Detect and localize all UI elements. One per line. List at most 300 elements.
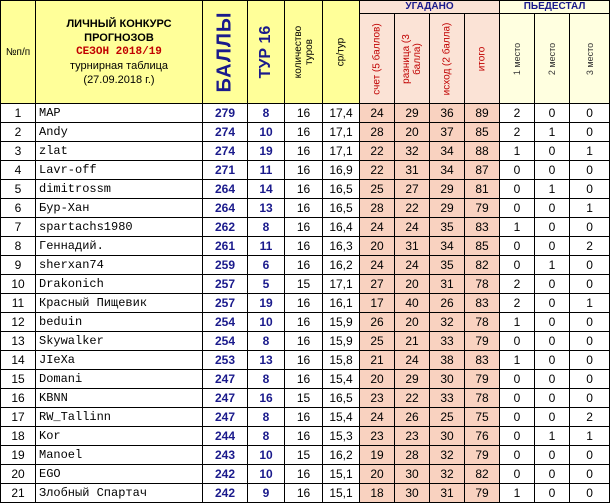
row-number: 10 xyxy=(1,275,36,294)
row-number: 6 xyxy=(1,199,36,218)
exact-cell: 22 xyxy=(360,161,395,180)
table-row xyxy=(1,199,610,218)
second-place-cell: 0 xyxy=(535,313,570,332)
tour-points-cell: 11 xyxy=(248,161,285,180)
row-number: 3 xyxy=(1,142,36,161)
subtitle: турнирная таблица xyxy=(69,60,169,72)
diff-cell: 27 xyxy=(395,180,430,199)
exact-cell: 18 xyxy=(360,484,395,503)
player-name: MAP xyxy=(36,104,203,123)
total-cell: 79 xyxy=(465,484,500,503)
first-place-cell: 2 xyxy=(500,275,535,294)
tour-count-cell: 16 xyxy=(285,465,323,484)
outcome-cell: 32 xyxy=(430,446,465,465)
tour-count-cell: 16 xyxy=(285,408,323,427)
score-cell: 279 xyxy=(203,104,248,123)
score-cell: 257 xyxy=(203,275,248,294)
first-place-cell: 0 xyxy=(500,408,535,427)
tour-points-cell: 14 xyxy=(248,180,285,199)
tour-count-cell: 16 xyxy=(285,427,323,446)
avg-cell: 17,1 xyxy=(323,142,360,161)
tour-points-cell: 11 xyxy=(248,237,285,256)
player-name: zlat xyxy=(36,142,203,161)
guessed-group-header: УГАДАНО xyxy=(360,1,500,14)
score-cell: 264 xyxy=(203,180,248,199)
score-cell: 243 xyxy=(203,446,248,465)
third-place-cell: 0 xyxy=(570,313,610,332)
diff-cell: 31 xyxy=(395,237,430,256)
player-name: spartachs1980 xyxy=(36,218,203,237)
score-cell: 244 xyxy=(203,427,248,446)
tour-points-cell: 19 xyxy=(248,142,285,161)
tour-points-cell: 8 xyxy=(248,370,285,389)
score-cell: 274 xyxy=(203,142,248,161)
first-place-cell: 1 xyxy=(500,142,535,161)
diff-cell: 30 xyxy=(395,484,430,503)
player-name: Красный Пищевик xyxy=(36,294,203,313)
third-place-cell: 0 xyxy=(570,256,610,275)
row-number: 14 xyxy=(1,351,36,370)
third-place-cell: 0 xyxy=(570,332,610,351)
avg-cell: 16,9 xyxy=(323,161,360,180)
score-cell: 253 xyxy=(203,351,248,370)
row-number: 16 xyxy=(1,389,36,408)
exact-cell: 28 xyxy=(360,123,395,142)
score-cell: 254 xyxy=(203,313,248,332)
table-row xyxy=(1,332,610,351)
outcome-cell: 35 xyxy=(430,256,465,275)
player-name: Manoel xyxy=(36,446,203,465)
first-place-cell: 0 xyxy=(500,237,535,256)
second-place-cell: 0 xyxy=(535,370,570,389)
row-number: 12 xyxy=(1,313,36,332)
first-place-cell: 0 xyxy=(500,370,535,389)
total-cell: 81 xyxy=(465,180,500,199)
total-cell: 87 xyxy=(465,161,500,180)
outcome-cell: 26 xyxy=(430,294,465,313)
outcome-cell: 31 xyxy=(430,484,465,503)
table-row xyxy=(1,161,610,180)
second-place-cell: 0 xyxy=(535,237,570,256)
second-place-cell: 0 xyxy=(535,294,570,313)
total-cell: 83 xyxy=(465,218,500,237)
outcome-cell: 30 xyxy=(430,370,465,389)
outcome-header: исход (2 балла) xyxy=(430,14,465,104)
third-place-cell: 2 xyxy=(570,408,610,427)
tour-points-cell: 10 xyxy=(248,313,285,332)
player-name: Бур-Хан xyxy=(36,199,203,218)
score-cell: 261 xyxy=(203,237,248,256)
table-row xyxy=(1,484,610,503)
outcome-cell: 35 xyxy=(430,218,465,237)
total-cell: 82 xyxy=(465,256,500,275)
exact-cell: 27 xyxy=(360,275,395,294)
third-place-cell: 1 xyxy=(570,427,610,446)
avg-cell: 16,4 xyxy=(323,218,360,237)
row-number: 13 xyxy=(1,332,36,351)
second-place-cell: 0 xyxy=(535,465,570,484)
table-row xyxy=(1,446,610,465)
second-place-cell: 0 xyxy=(535,142,570,161)
avg-cell: 15,9 xyxy=(323,313,360,332)
tour-count-cell: 15 xyxy=(285,446,323,465)
table-row xyxy=(1,465,610,484)
second-place-cell: 0 xyxy=(535,351,570,370)
player-name: Domani xyxy=(36,370,203,389)
exact-cell: 20 xyxy=(360,465,395,484)
score-cell: 242 xyxy=(203,484,248,503)
tour-count-cell: 16 xyxy=(285,332,323,351)
total-cell: 78 xyxy=(465,275,500,294)
diff-cell: 32 xyxy=(395,142,430,161)
outcome-cell: 30 xyxy=(430,427,465,446)
player-name: sherxan74 xyxy=(36,256,203,275)
tour-count-cell: 16 xyxy=(285,199,323,218)
diff-cell: 40 xyxy=(395,294,430,313)
third-place-cell: 0 xyxy=(570,370,610,389)
third-place-cell: 1 xyxy=(570,199,610,218)
row-number: 9 xyxy=(1,256,36,275)
third-place-cell: 1 xyxy=(570,294,610,313)
second-place-cell: 0 xyxy=(535,104,570,123)
table-row xyxy=(1,389,610,408)
total-cell: 78 xyxy=(465,389,500,408)
tour-points-cell: 8 xyxy=(248,408,285,427)
row-number: 21 xyxy=(1,484,36,503)
tour-points-cell: 5 xyxy=(248,275,285,294)
outcome-cell: 29 xyxy=(430,199,465,218)
total-cell: 83 xyxy=(465,294,500,313)
first-place-cell: 0 xyxy=(500,161,535,180)
title-line1: ЛИЧНЫЙ КОНКУРС xyxy=(66,18,172,30)
score-cell: 274 xyxy=(203,123,248,142)
diff-cell: 21 xyxy=(395,332,430,351)
tour-count-cell: 16 xyxy=(285,161,323,180)
tour-points-cell: 19 xyxy=(248,294,285,313)
avg-cell: 15,8 xyxy=(323,351,360,370)
outcome-cell: 29 xyxy=(430,180,465,199)
table-row xyxy=(1,427,610,446)
table-row xyxy=(1,123,610,142)
tour-count-cell: 16 xyxy=(285,256,323,275)
total-header: итого xyxy=(465,14,500,104)
table-row xyxy=(1,370,610,389)
first-place-cell: 0 xyxy=(500,180,535,199)
table-row xyxy=(1,275,610,294)
diff-cell: 23 xyxy=(395,427,430,446)
exact-cell: 24 xyxy=(360,104,395,123)
outcome-cell: 34 xyxy=(430,161,465,180)
podium-group-header: ПЬЕДЕСТАЛ xyxy=(500,1,610,14)
row-number: 2 xyxy=(1,123,36,142)
row-number: 4 xyxy=(1,161,36,180)
player-name: RW_Tallinn xyxy=(36,408,203,427)
tour-count-header: количество туров xyxy=(285,1,323,104)
exact-cell: 24 xyxy=(360,408,395,427)
third-place-cell: 0 xyxy=(570,161,610,180)
first-place-cell: 1 xyxy=(500,484,535,503)
table-row xyxy=(1,408,610,427)
tour-points-cell: 10 xyxy=(248,123,285,142)
diff-cell: 20 xyxy=(395,313,430,332)
third-place-cell: 0 xyxy=(570,123,610,142)
first-place-cell: 0 xyxy=(500,427,535,446)
first-place-cell: 2 xyxy=(500,123,535,142)
exact-cell: 23 xyxy=(360,427,395,446)
avg-cell: 15,4 xyxy=(323,408,360,427)
third-place-cell: 0 xyxy=(570,218,610,237)
outcome-cell: 33 xyxy=(430,332,465,351)
total-cell: 89 xyxy=(465,104,500,123)
player-name: Skywalker xyxy=(36,332,203,351)
avg-cell: 17,4 xyxy=(323,104,360,123)
diff-cell: 24 xyxy=(395,218,430,237)
total-cell: 83 xyxy=(465,351,500,370)
third-place-cell: 0 xyxy=(570,351,610,370)
first-place-cell: 0 xyxy=(500,446,535,465)
diff-cell: 22 xyxy=(395,199,430,218)
row-number: 5 xyxy=(1,180,36,199)
score-cell: 271 xyxy=(203,161,248,180)
player-name: beduin xyxy=(36,313,203,332)
tour-count-cell: 16 xyxy=(285,351,323,370)
total-cell: 79 xyxy=(465,446,500,465)
avg-cell: 17,1 xyxy=(323,275,360,294)
second-place-cell: 1 xyxy=(535,123,570,142)
total-cell: 76 xyxy=(465,427,500,446)
tour-count-cell: 16 xyxy=(285,180,323,199)
avg-cell: 16,2 xyxy=(323,256,360,275)
season-label: СЕЗОН 2018/19 xyxy=(76,46,162,58)
tour-count-cell: 16 xyxy=(285,237,323,256)
score-cell: 247 xyxy=(203,408,248,427)
player-name: dimitrossm xyxy=(36,180,203,199)
score-cell: 257 xyxy=(203,294,248,313)
title-block xyxy=(36,1,203,104)
second-place-cell: 0 xyxy=(535,218,570,237)
avg-cell: 15,1 xyxy=(323,465,360,484)
tour-count-cell: 16 xyxy=(285,142,323,161)
outcome-cell: 38 xyxy=(430,351,465,370)
exact-cell: 24 xyxy=(360,218,395,237)
tour-count-cell: 15 xyxy=(285,389,323,408)
score-cell: 262 xyxy=(203,218,248,237)
avg-cell: 15,3 xyxy=(323,427,360,446)
third-place-cell: 0 xyxy=(570,389,610,408)
second-place-cell: 0 xyxy=(535,446,570,465)
third-place-cell: 0 xyxy=(570,275,610,294)
avg-cell: 16,3 xyxy=(323,237,360,256)
diff-cell: 30 xyxy=(395,465,430,484)
exact-cell: 21 xyxy=(360,351,395,370)
outcome-cell: 36 xyxy=(430,104,465,123)
first-place-cell: 0 xyxy=(500,199,535,218)
table-row xyxy=(1,218,610,237)
second-place-cell: 0 xyxy=(535,389,570,408)
avg-cell: 16,5 xyxy=(323,199,360,218)
tour-points-cell: 9 xyxy=(248,484,285,503)
exact-cell: 20 xyxy=(360,237,395,256)
first-place-cell: 0 xyxy=(500,389,535,408)
score-cell: 264 xyxy=(203,199,248,218)
row-number: 15 xyxy=(1,370,36,389)
row-number: 18 xyxy=(1,427,36,446)
score-cell: 247 xyxy=(203,389,248,408)
total-cell: 85 xyxy=(465,123,500,142)
tour-count-cell: 16 xyxy=(285,294,323,313)
tour-count-cell: 16 xyxy=(285,218,323,237)
table-row xyxy=(1,142,610,161)
exact-cell: 17 xyxy=(360,294,395,313)
first-place-cell: 2 xyxy=(500,294,535,313)
avg-cell: 15,1 xyxy=(323,484,360,503)
diff-cell: 31 xyxy=(395,161,430,180)
first-place-header: 1 место xyxy=(500,14,535,104)
second-place-cell: 0 xyxy=(535,199,570,218)
tour-points-cell: 8 xyxy=(248,332,285,351)
exact-cell: 22 xyxy=(360,142,395,161)
avg-cell: 17,1 xyxy=(323,123,360,142)
tour-count-cell: 15 xyxy=(285,275,323,294)
first-place-cell: 0 xyxy=(500,465,535,484)
score-header: БАЛЛЫ xyxy=(203,1,248,104)
table-row xyxy=(1,313,610,332)
outcome-cell: 33 xyxy=(430,389,465,408)
third-place-cell: 1 xyxy=(570,142,610,161)
player-name: Lavr-off xyxy=(36,161,203,180)
row-number: 11 xyxy=(1,294,36,313)
second-place-cell: 1 xyxy=(535,180,570,199)
third-place-cell: 2 xyxy=(570,237,610,256)
score-cell: 259 xyxy=(203,256,248,275)
exact-cell: 25 xyxy=(360,332,395,351)
row-number: 17 xyxy=(1,408,36,427)
tour-points-cell: 8 xyxy=(248,218,285,237)
second-place-cell: 1 xyxy=(535,427,570,446)
total-cell: 78 xyxy=(465,313,500,332)
header-row xyxy=(1,1,610,14)
total-cell: 85 xyxy=(465,237,500,256)
diff-cell: 28 xyxy=(395,446,430,465)
total-cell: 82 xyxy=(465,465,500,484)
outcome-cell: 37 xyxy=(430,123,465,142)
tour-points-cell: 8 xyxy=(248,104,285,123)
total-cell: 79 xyxy=(465,370,500,389)
avg-cell: 16,5 xyxy=(323,180,360,199)
diff-cell: 22 xyxy=(395,389,430,408)
first-place-cell: 1 xyxy=(500,351,535,370)
tour-count-cell: 16 xyxy=(285,484,323,503)
exact-cell: 23 xyxy=(360,389,395,408)
player-name: Drakonich xyxy=(36,275,203,294)
outcome-cell: 32 xyxy=(430,313,465,332)
tour-count-cell: 16 xyxy=(285,370,323,389)
third-place-header: 3 место xyxy=(570,14,610,104)
player-name: Геннадий. xyxy=(36,237,203,256)
tour-points-cell: 10 xyxy=(248,446,285,465)
table-row xyxy=(1,237,610,256)
outcome-cell: 25 xyxy=(430,408,465,427)
first-place-cell: 1 xyxy=(500,313,535,332)
tour-points-cell: 16 xyxy=(248,389,285,408)
avg-cell: 16,1 xyxy=(323,294,360,313)
first-place-cell: 2 xyxy=(500,104,535,123)
second-place-cell: 0 xyxy=(535,408,570,427)
row-number: 7 xyxy=(1,218,36,237)
second-place-cell: 1 xyxy=(535,256,570,275)
player-name: KBNN xyxy=(36,389,203,408)
player-name: Злобный Спартач xyxy=(36,484,203,503)
player-name: Andy xyxy=(36,123,203,142)
player-name: EGO xyxy=(36,465,203,484)
tour-points-cell: 6 xyxy=(248,256,285,275)
table-row xyxy=(1,256,610,275)
third-place-cell: 0 xyxy=(570,484,610,503)
tour-count-cell: 16 xyxy=(285,123,323,142)
third-place-cell: 0 xyxy=(570,180,610,199)
date-label: (27.09.2018 г.) xyxy=(83,74,155,86)
second-place-header: 2 место xyxy=(535,14,570,104)
total-cell: 79 xyxy=(465,332,500,351)
diff-cell: 29 xyxy=(395,104,430,123)
score-cell: 254 xyxy=(203,332,248,351)
first-place-cell: 0 xyxy=(500,256,535,275)
exact-score-header: счет (5 баллов) xyxy=(360,14,395,104)
total-cell: 79 xyxy=(465,199,500,218)
exact-cell: 24 xyxy=(360,256,395,275)
diff-cell: 29 xyxy=(395,370,430,389)
tour-count-cell: 16 xyxy=(285,313,323,332)
exact-cell: 28 xyxy=(360,199,395,218)
second-place-cell: 0 xyxy=(535,161,570,180)
tour-points-cell: 13 xyxy=(248,351,285,370)
outcome-cell: 32 xyxy=(430,465,465,484)
tour-points-cell: 8 xyxy=(248,427,285,446)
exact-cell: 25 xyxy=(360,180,395,199)
row-number: 19 xyxy=(1,446,36,465)
avg-cell: 16,5 xyxy=(323,389,360,408)
player-name: Kor xyxy=(36,427,203,446)
goal-diff-header: разница (3 балла) xyxy=(395,14,430,104)
row-number: 1 xyxy=(1,104,36,123)
second-place-cell: 0 xyxy=(535,275,570,294)
player-name: JIeXa xyxy=(36,351,203,370)
outcome-cell: 34 xyxy=(430,142,465,161)
third-place-cell: 0 xyxy=(570,104,610,123)
exact-cell: 26 xyxy=(360,313,395,332)
avg-cell: 15,4 xyxy=(323,370,360,389)
first-place-cell: 1 xyxy=(500,218,535,237)
avg-cell: 15,9 xyxy=(323,332,360,351)
table-row xyxy=(1,180,610,199)
third-place-cell: 0 xyxy=(570,465,610,484)
tour-points-cell: 13 xyxy=(248,199,285,218)
table-row xyxy=(1,104,610,123)
diff-cell: 24 xyxy=(395,256,430,275)
diff-cell: 20 xyxy=(395,123,430,142)
tour-points-cell: 10 xyxy=(248,465,285,484)
first-place-cell: 0 xyxy=(500,332,535,351)
total-cell: 75 xyxy=(465,408,500,427)
avg-cell: 16,2 xyxy=(323,446,360,465)
score-cell: 247 xyxy=(203,370,248,389)
exact-cell: 19 xyxy=(360,446,395,465)
total-cell: 88 xyxy=(465,142,500,161)
score-cell: 242 xyxy=(203,465,248,484)
avg-header: ср/тур xyxy=(323,1,360,104)
tour-header: ТУР 16 xyxy=(248,1,285,104)
outcome-cell: 34 xyxy=(430,237,465,256)
